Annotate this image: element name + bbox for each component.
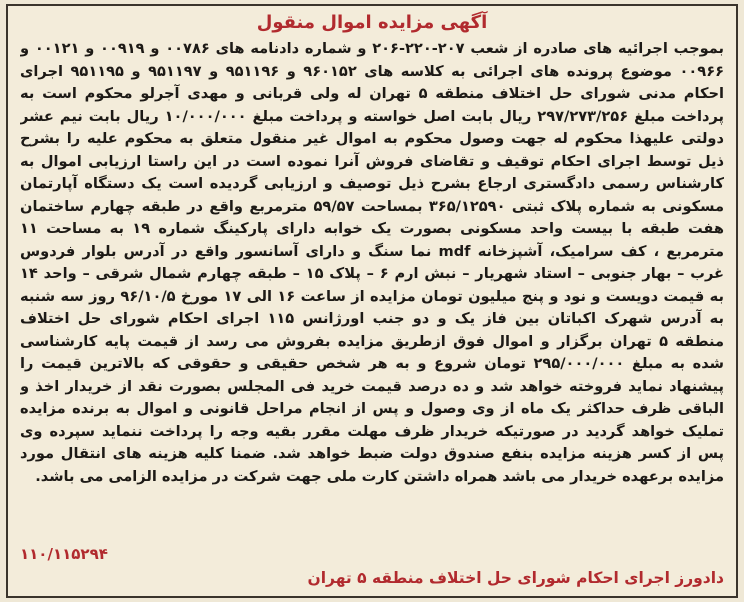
auction-notice (6, 4, 738, 598)
notice-code: ۱۱۰/۱۱۵۲۹۴ (20, 545, 108, 563)
notice-signature: دادورز اجرای احکام شورای حل اختلاف منطقه ۵ تهران (307, 569, 724, 587)
notice-body: بموجب اجرائیه های صادره از شعب ۲۰۷-۲۲۰-۲۰۶ و شماره دادنامه های ۰۰۷۸۶ و ۰۰۹۱۹ و ۰۰۱۲۱ و ۰۰۹۶۶ موضوع پرونده های اجرائی به کلاسه های ۹۶۰۱۵۲ و ۹۵۱۱۹۶ و ۹۵۱۱۹۷ و ۹۵۱۱۹۵ اجرای احکام مدنی شورای حل اختلاف منطقه ۵ تهران له ولی قربانی و مهدی آجرلو محکوم است به پرداخت مبلغ ۲۹۷/۲۷۳/۲۵۶ ریال بابت اصل خواسته و پرداخت مبلغ ۱۰/۰۰۰/۰۰۰ ریال بابت نیم عشر دولتی علیهذا محکوم له جهت وصول محکوم به اموال غیر منقول متعلق به محکوم علیه را بشرح ذیل توسط اجرای احکام توقیف و تقاضای فروش آنرا نموده است در این راستا ارزیابی اموال به کارشناس رسمی دادگستری ارجاع بشرح ذیل توصیف و ارزیابی گردیده است یک دستگاه آپارتمان مسکونی به شماره پلاک ثبتی ۳۶۵/۱۲۵۹۰ بمساحت ۵۹/۵۷ مترمربع واقع در طبقه چهارم ساختمان هفت طبقه با بیست واحد مسکونی بصورت یک خوابه دارای پارکینگ شماره ۱۹ به مساحت ۱۱ مترمربع ، کف سرامیک، آشپزخانه mdf نما سنگ و دارای آسانسور واقع در آدرس بلوار فردوس غرب – بهار جنوبی – استاد شهریار – نبش ارم ۶ – پلاک ۱۵ – طبقه چهارم شمال شرقی – واحد ۱۴ به قیمت دویست و نود و پنج میلیون تومان مزایده از ساعت ۱۶ الی ۱۷ مورخ ۹۶/۱۰/۵ روز سه شنبه به آدرس شهرک اکباتان بین فاز یک و دو جنب اورژانس ۱۱۵ اجرای احکام شورای حل اختلاف منطقه ۵ تهران برگزار و اموال فوق ازطریق مزایده بفروش می رسد از قیمت پایه کارشناسی شده به مبلغ ۲۹۵/۰۰۰/۰۰۰ تومان شروع و به هر شخص حقیقی و حقوقی که بالاترین قیمت را پیشنهاد نماید فروخته خواهد شد و ده درصد قیمت خرید فی المجلس بصورت نقد از خریدار اخذ و الباقی ظرف حداکثر یک ماه از وی وصول و پس از انجام مراحل قانونی و اموال به برنده مزایده تملیک خواهد گردید در صورتیکه خریدار ظرف مهلت مقرر بقیه وجه را پرداخت ننماید سپرده وی پس از کسر هزینه مزایده بنفع صندوق دولت ضبط خواهد شد. ضمنا کلیه هزینه های انتقال مورد مزایده برعهده خریدار می باشد همراه داشتن کارت ملی جهت شرکت در مزایده الزامی می باشد. (20, 40, 724, 485)
notice-footer (20, 542, 724, 590)
notice-title: آگهی مزایده اموال منقول (256, 12, 488, 33)
